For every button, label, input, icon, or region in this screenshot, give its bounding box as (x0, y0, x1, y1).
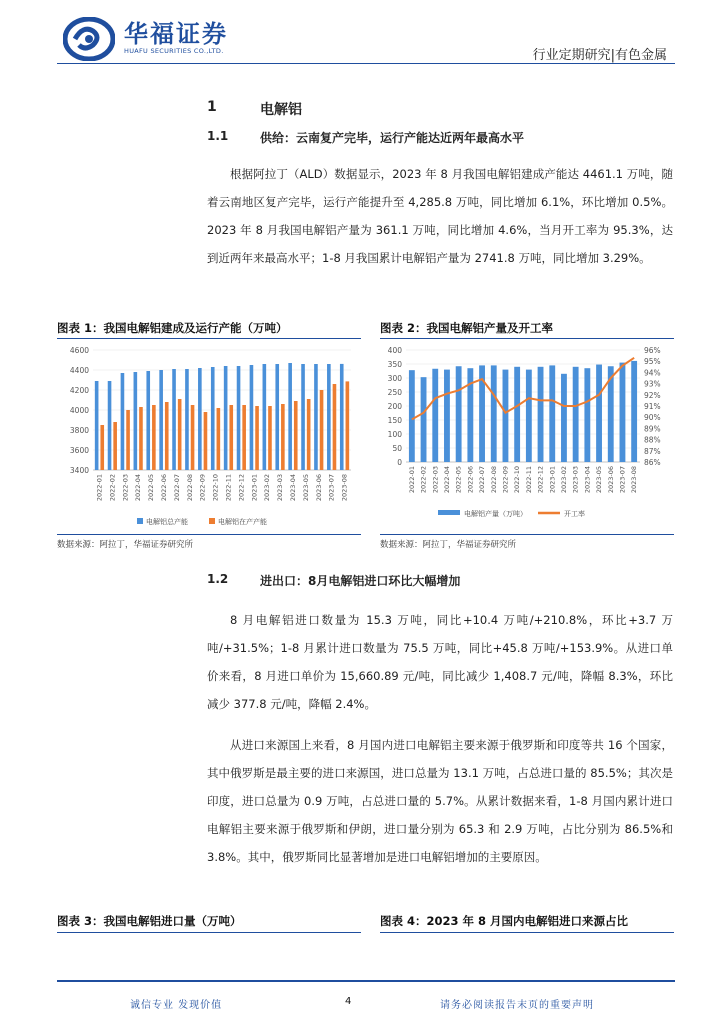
x-tick-label: 2023-07 (327, 474, 336, 502)
y2-tick-label: 90% (644, 413, 661, 423)
y-tick-label: 3600 (69, 446, 89, 455)
x-tick-label: 2022-11 (524, 466, 533, 494)
y-tick-label: 150 (387, 416, 402, 425)
x-tick-label: 2022-03 (431, 466, 440, 494)
production-bar (421, 377, 427, 462)
production-bar (526, 370, 532, 462)
y-tick-label: 300 (387, 374, 402, 383)
x-tick-label: 2022-03 (121, 474, 130, 502)
x-tick-label: 2022-12 (237, 474, 246, 502)
total-capacity-bar (301, 364, 305, 470)
total-capacity-bar (250, 365, 254, 470)
import-paragraph-1: 8 月电解铝进口数量为 15.3 万吨，同比+10.4 万吨/+210.8%，环比+3.7 万吨/+31.5%；1-8 月累计进口数量为 75.5 万吨，同比+45.8 万吨/+153.9%。从进口单价来看，8 月进口单价为 15,660.89 元/吨，同比减少 1,408.7 元/吨，降幅 8.3%，环比减少 377.8 元/吨，降幅 2.4%。 (207, 613, 673, 711)
running-capacity-bar (307, 399, 311, 470)
y2-tick-label: 93% (644, 379, 661, 389)
figure-1-title: 图表 1：我国电解铝建成及运行产能（万吨） (57, 321, 288, 335)
capacity-chart (57, 342, 361, 532)
x-tick-label: 2023-08 (630, 466, 639, 494)
total-capacity-bar (263, 364, 267, 470)
y-tick-label: 350 (387, 360, 402, 369)
x-tick-label: 2023-07 (618, 466, 627, 494)
running-capacity-bar (217, 408, 221, 470)
x-tick-label: 2023-03 (276, 474, 285, 502)
running-capacity-bar (152, 405, 156, 470)
total-capacity-bar (172, 369, 176, 470)
running-capacity-bar (204, 412, 208, 470)
legend-label: 电解铝在产产能 (218, 518, 267, 526)
x-tick-label: 2022-11 (224, 474, 233, 502)
running-capacity-bar (191, 405, 195, 470)
production-bar (538, 367, 544, 462)
running-capacity-bar (113, 422, 117, 470)
production-bar (503, 370, 509, 462)
x-tick-label: 2022-07 (478, 466, 487, 494)
x-tick-label: 2022-10 (513, 466, 522, 494)
total-capacity-bar (185, 369, 189, 470)
x-tick-label: 2022-06 (159, 474, 168, 502)
running-capacity-bar (242, 405, 246, 470)
x-tick-label: 2023-01 (548, 466, 557, 494)
legend-running-swatch (209, 518, 215, 524)
x-tick-label: 2022-02 (419, 466, 428, 494)
legend-label: 开工率 (564, 510, 585, 518)
legend-total-swatch (137, 518, 143, 524)
y-tick-label: 0 (397, 458, 402, 467)
production-bar (596, 365, 602, 462)
x-tick-label: 2022-05 (454, 466, 463, 494)
y-tick-label: 3400 (69, 466, 89, 475)
running-capacity-bar (294, 401, 298, 470)
total-capacity-bar (314, 364, 318, 470)
x-tick-label: 2022-06 (466, 466, 475, 494)
y-tick-label: 4400 (69, 366, 89, 375)
report-category: 行业定期研究|有色金属 (532, 48, 667, 63)
supply-paragraph: 根据阿拉丁（ALD）数据显示，2023 年 8 月我国电解铝建成产能达 4461.1 万吨，随着云南地区复产完毕，运行产能提升至 4,285.8 万吨，同比增加 6.1%，环比增加 0.5%。2023 年 8 月我国电解铝产量为 361.1 万吨，同比增加 4.6%，当月开工率为 95.3%，达到近两年来最高水平；1-8 月我国累计电解铝产量为 2741.8 万吨，同比增加 3.29%。 (207, 167, 673, 265)
running-capacity-bar (320, 390, 324, 470)
figure-2-source: 数据来源：阿拉丁，华福证券研究所 (380, 540, 517, 550)
x-tick-label: 2023-08 (340, 474, 349, 502)
page-number: 4 (345, 996, 352, 1007)
subsection-number: 1.1 (207, 129, 229, 143)
total-capacity-bar (340, 364, 344, 470)
running-capacity-bar (126, 410, 130, 470)
total-capacity-bar (288, 363, 292, 470)
y-tick-label: 250 (387, 388, 402, 397)
y-tick-label: 200 (387, 402, 402, 411)
running-capacity-bar (165, 402, 169, 470)
production-bar (456, 366, 462, 462)
y-tick-label: 400 (387, 346, 402, 355)
total-capacity-bar (224, 366, 228, 470)
x-tick-label: 2022-12 (536, 466, 545, 494)
total-capacity-bar (121, 373, 125, 470)
figure-2-bottom-rule (380, 534, 674, 535)
total-capacity-bar (211, 367, 215, 470)
production-bar (409, 370, 415, 462)
running-capacity-bar (268, 406, 272, 470)
total-capacity-bar (146, 371, 150, 470)
running-capacity-bar (100, 425, 104, 470)
x-tick-label: 2022-10 (211, 474, 220, 502)
total-capacity-bar (134, 372, 138, 470)
x-tick-label: 2023-04 (288, 474, 297, 502)
section-title: 电解铝 (260, 102, 302, 118)
y2-tick-label: 91% (644, 402, 661, 411)
running-capacity-bar (178, 399, 182, 470)
y2-tick-label: 96% (644, 346, 661, 355)
x-tick-label: 2023-02 (559, 466, 568, 494)
figure-2-rule (380, 338, 674, 339)
y2-tick-label: 95% (644, 357, 661, 367)
production-bar (620, 363, 626, 462)
production-chart (378, 342, 676, 532)
x-tick-label: 2022-04 (442, 466, 451, 494)
total-capacity-bar (237, 366, 241, 470)
x-tick-label: 2022-08 (489, 466, 498, 494)
total-capacity-bar (327, 364, 331, 470)
x-tick-label: 2023-05 (301, 474, 310, 502)
section-number: 1 (207, 99, 217, 115)
production-bar (549, 365, 555, 462)
production-bar (444, 370, 450, 462)
x-tick-label: 2023-06 (606, 466, 615, 494)
subsection-title: 供给：云南复产完毕，运行产能达近两年最高水平 (260, 131, 525, 145)
total-capacity-bar (275, 364, 279, 470)
y-tick-label: 4000 (69, 406, 89, 415)
y2-tick-label: 86% (644, 458, 661, 467)
x-tick-label: 2022-02 (108, 474, 117, 502)
x-tick-label: 2022-09 (501, 466, 510, 494)
y2-tick-label: 94% (644, 368, 661, 378)
total-capacity-bar (95, 381, 99, 470)
footer-divider (57, 980, 675, 982)
y2-tick-label: 88% (644, 435, 661, 445)
y-tick-label: 4200 (69, 386, 89, 395)
figure-1-rule (57, 338, 361, 339)
footer-slogan: 诚信专业 发现价值 (130, 1000, 223, 1011)
total-capacity-bar (159, 370, 163, 470)
x-tick-label: 2022-05 (147, 474, 156, 502)
running-capacity-bar (255, 406, 259, 470)
x-tick-label: 2023-03 (571, 466, 580, 494)
figure-1-source: 数据来源：阿拉丁，华福证券研究所 (57, 540, 194, 550)
brand-name-en: HUAFU SECURITIES CO.,LTD. (124, 47, 224, 55)
x-tick-label: 2022-07 (172, 474, 181, 502)
running-capacity-bar (139, 407, 143, 470)
running-capacity-bar (333, 384, 337, 470)
x-tick-label: 2022-01 (95, 474, 104, 502)
production-bar (584, 368, 590, 462)
x-tick-label: 2022-09 (198, 474, 207, 502)
x-tick-label: 2023-01 (250, 474, 259, 502)
x-tick-label: 2023-04 (583, 466, 592, 494)
figure-4-title: 图表 4：2023 年 8 月国内电解铝进口来源占比 (380, 914, 629, 928)
total-capacity-bar (108, 381, 112, 470)
brand-name-cn: 华福证券 (124, 19, 228, 48)
x-tick-label: 2022-08 (185, 474, 194, 502)
running-capacity-bar (281, 404, 285, 470)
x-tick-label: 2023-05 (595, 466, 604, 494)
figure-2-title: 图表 2：我国电解铝产量及开工率 (380, 321, 554, 335)
import-paragraph-2: 从进口来源国上来看，8 月国内进口电解铝主要来源于俄罗斯和印度等共 16 个国家，其中俄罗斯是最主要的进口来源国，进口总量为 13.1 万吨，占总进口量的 85.5%；其次是印度，进口总量为 0.9 万吨，占总进口量的 5.7%。从累计数据来看，1-8 月国内累计进口电解铝主要来源于俄罗斯和伊朗，进口量分别为 65.3 和 2.9 万吨，占比分别为 86.5%和 3.8%。其中，俄罗斯同比显著增加是进口电解铝增加的主要原因。 (207, 738, 673, 864)
header-divider (57, 63, 675, 64)
production-bar (631, 361, 637, 462)
subsection-number-2: 1.2 (207, 572, 229, 586)
x-tick-label: 2022-04 (134, 474, 143, 502)
figure-3-title: 图表 3：我国电解铝进口量（万吨） (57, 914, 242, 928)
y2-tick-label: 87% (644, 446, 661, 456)
running-capacity-bar (229, 405, 233, 470)
production-bar (432, 369, 438, 462)
figure-1-bottom-rule (57, 534, 361, 535)
subsection-title-2: 进出口：8月电解铝进口环比大幅增加 (260, 574, 461, 588)
running-capacity-bar (346, 381, 350, 470)
footer-disclaimer: 请务必阅读报告末页的重要声明 (440, 1000, 594, 1011)
legend-label: 电解铝总产能 (146, 518, 188, 526)
y2-tick-label: 89% (644, 424, 661, 434)
y-tick-label: 50 (392, 444, 402, 453)
production-bar (514, 367, 520, 462)
production-bar (491, 365, 497, 462)
x-tick-label: 2023-02 (263, 474, 272, 502)
figure-3-rule (57, 932, 361, 933)
y-tick-label: 100 (387, 430, 402, 439)
production-bar (573, 367, 579, 462)
huafu-logo-icon (63, 17, 115, 61)
figure-4-rule (380, 932, 674, 933)
y2-tick-label: 92% (644, 390, 661, 400)
x-tick-label: 2023-06 (314, 474, 323, 502)
y-tick-label: 3800 (69, 426, 89, 435)
x-tick-label: 2022-01 (407, 466, 416, 494)
total-capacity-bar (198, 368, 202, 470)
legend-production-swatch (438, 510, 460, 515)
production-bar (561, 374, 567, 462)
legend-label: 电解铝产量（万吨） (464, 510, 527, 518)
y-tick-label: 4600 (69, 346, 89, 355)
